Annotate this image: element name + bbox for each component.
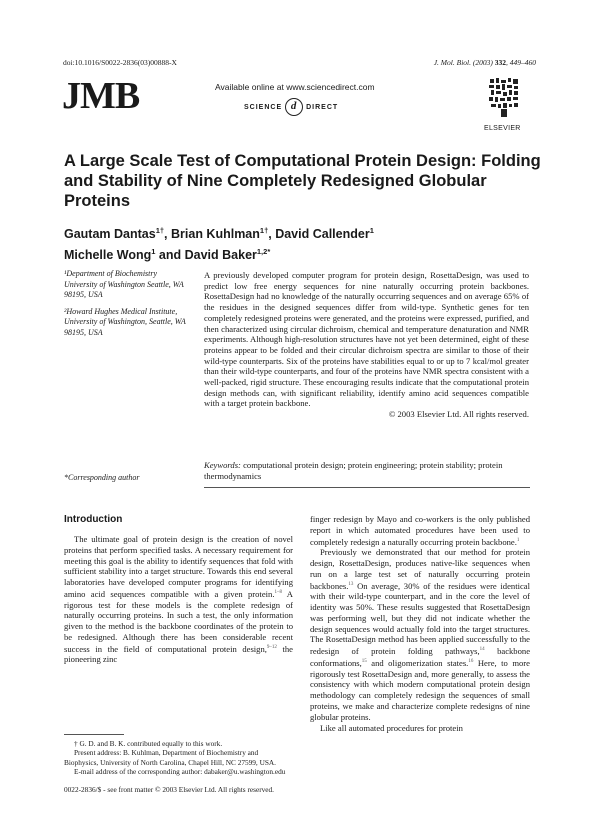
doi-line: doi:10.1016/S0022-2836(03)00888-X	[63, 58, 177, 67]
sciencedirect-logo: SCIENCE d DIRECT	[244, 98, 338, 116]
body-column-right	[310, 514, 530, 733]
page-footer: 0022-2836/$ - see front matter © 2003 Elsevier Ltd. All rights reserved.	[64, 785, 275, 794]
body-column-left	[64, 534, 293, 665]
affiliations	[64, 269, 192, 344]
affiliation-1: ¹Department of Biochemistry University of Washington Seattle, WA 98195, USA	[64, 269, 184, 299]
author-name: Gautam Dantas	[64, 227, 156, 242]
author-name: David Baker	[184, 248, 257, 263]
footnote-equal-contribution: † G. D. and B. K. contributed equally to this work.	[74, 739, 223, 748]
keywords-list: computational protein design; protein engineering; protein stability; protein thermodynamics	[204, 460, 503, 481]
author-affiliation-marker: 1†	[155, 226, 165, 235]
reference-link[interactable]: 15	[361, 658, 367, 664]
available-online-text: Available online at www.sciencedirect.com	[215, 82, 375, 92]
author-name: David Callender	[275, 227, 370, 242]
journal-citation: J. Mol. Biol. (2003) 332, 449–460	[433, 58, 536, 67]
paragraph: Like all automated procedures for protein	[320, 722, 463, 733]
journal-logo: JMB	[62, 75, 140, 117]
author-affiliation-marker: 1	[369, 226, 374, 235]
reference-link[interactable]: 9–12	[266, 644, 277, 650]
corresponding-author-note: *Corresponding author	[64, 473, 140, 482]
author-list: Gautam Dantas$^{1\dagger}$, Brian Kuhlman$^{1\dagger}$, David Callender$^1$ Michelle Wong$^1$ and David Baker$^{1,2*}$	[64, 226, 374, 263]
abstract-text: A previously developed computer program for protein design, RosettaDesign, was used to predict low free energy sequences for nine naturally occurring protein backbones. RosettaDesign had no knowledge of the naturally occurring sequences and on average 65% of the residues in the designed sequences differ from wild-type. Synthetic genes for ten completely redesigned proteins were generated, and the proteins were expressed, purified, and then characterized using circular dichroism, chemical and temperature denaturation and NMR experiments. Although high-resolution structures have not yet been determined, eight of these proteins appear to be folded and their circular dichroism spectra are similar to those of their wild-type counterparts. Six of the proteins have stabilities equal to or up to 7 kcal/mol greater than their wild-type counterparts, and four of the proteins have NMR spectra consistent with a well-packed, rigid structure. These encouraging results indicate that the computational protein design methods can, with significant reliability, identify amino acid sequences compatible with a target protein backbone.	[204, 270, 529, 409]
abstract	[204, 270, 529, 420]
author-name: Brian Kuhlman	[171, 227, 260, 242]
affiliation-2: ²Howard Hughes Medical Institute, University of Washington, Seattle, WA 98195, USA	[64, 306, 186, 337]
paragraph: finger redesign by Mayo and co-workers is the only published report in which automated procedures have been used to completely redesign a naturally occurring protein backbone.$^1$	[310, 514, 530, 547]
introduction-heading: Introduction	[64, 514, 123, 525]
reference-link[interactable]: 13	[348, 581, 354, 587]
footnotes	[64, 739, 294, 777]
footnote-divider	[64, 734, 124, 735]
reference-link[interactable]: 1–8	[274, 589, 282, 595]
sciencedirect-mark-icon: d	[285, 98, 303, 116]
reference-link[interactable]: 14	[479, 647, 485, 653]
footnote-email: E-mail address of the corresponding author: dabaker@u.washington.edu	[74, 767, 286, 777]
author-name: Michelle Wong	[64, 248, 152, 263]
paragraph: Previously we demonstrated that our method for protein design, RosettaDesign, produces native-like sequences when run on a large test set of naturally occurring protein backbones.$^{13}$ On average, 30% of the residues were identical with their wild-type counterpart, and in the core the level of identity was 50%. These results suggested that RosettaDesign was performing well, but they did not indicate whether the design sequences would actually fold into the target structures. The RosettaDesign method has been applied successfully to the redesign of protein folding pathways,$^{14}$ backbone conformations,$^{15}$ and oligomerization states.$^{16}$ Here, to more rigorously test RosettaDesign and, more generally, to assess the consistency with which modern computational protein design methodology can completely redesign the sequences of small proteins, we make and characterize complete redesigns of nine globular proteins.	[310, 547, 531, 722]
copyright-line: © 2003 Elsevier Ltd. All rights reserved.	[388, 409, 529, 420]
article-title: A Large Scale Test of Computational Protein Design: Folding and Stability of Nine Completely Redesigned Globular Proteins	[64, 152, 541, 210]
keywords	[204, 460, 529, 481]
keywords-label: Keywords:	[204, 460, 241, 470]
author-affiliation-marker: 1†	[259, 226, 269, 235]
author-affiliation-marker: 1,2*	[256, 247, 271, 257]
publisher-name: ELSEVIER	[484, 125, 521, 132]
reference-link[interactable]: 16	[468, 658, 474, 664]
publisher-tree-logo-icon	[488, 77, 520, 119]
reference-link[interactable]: 1	[516, 537, 520, 543]
paragraph: The ultimate goal of protein design is the creation of novel proteins that perform specified tasks. A necessary requirement for meeting this goal is the ability to identify sequences that fold with sufficient stability into a target structure. Towards this end several laboratories have developed computer programs for identifying amino acid sequences compatible with a given protein.$^{1-8}$ A rigorous test for these models is the complete redesign of naturally occurring proteins. In such a test, the only information given to the method is the backbone coordinates of the protein to be redesigned. Although there has been considerable recent success in the field of computational protein design,$^{9-12}$ the pioneering zinc	[64, 534, 293, 665]
abstract-divider	[204, 487, 530, 488]
footnote-present-address: Present address: B. Kuhlman, Department of Biochemistry and Biophysics, University of North Carolina, Chapel Hill, NC 27599, USA.	[64, 748, 277, 767]
author-affiliation-marker: 1	[151, 247, 156, 257]
